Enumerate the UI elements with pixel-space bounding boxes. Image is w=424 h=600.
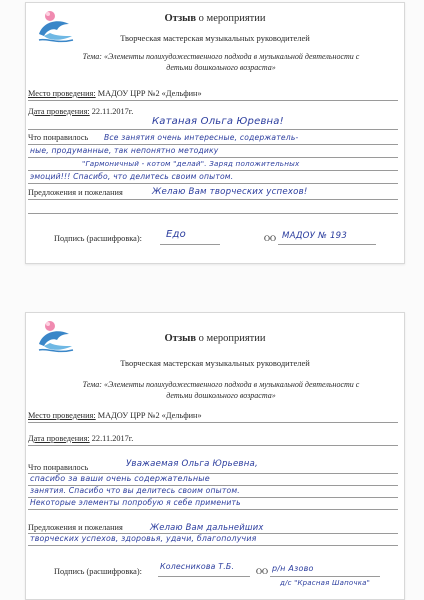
wishes-label: Предложения и пожелания — [28, 523, 123, 532]
org-label: ОО — [264, 234, 276, 243]
wishes-handwriting: Желаю Вам творческих успехов! — [152, 187, 308, 197]
signature-handwriting: Колесникова Т.Б. — [160, 562, 235, 571]
date-field: Дата проведения: 22.11.2017г. — [28, 434, 134, 443]
org-label: ОО — [256, 567, 268, 576]
liked-label: Что понравилось — [28, 133, 89, 142]
liked-handwriting-line-2: спасибо за ваши очень содержательные — [30, 474, 210, 483]
date-field: Дата проведения: 22.11.2017г. — [28, 107, 134, 116]
form-subtitle: Творческая мастерская музыкальных руководителей — [120, 358, 310, 368]
addressee-handwriting: Катаная Ольга Юревна! — [152, 116, 284, 127]
signature-label: Подпись (расшифровка): — [54, 234, 142, 243]
wishes-handwriting-line-1: Желаю Вам дальнейших — [150, 522, 264, 532]
form-title: Отзыв о мероприятии — [164, 333, 266, 344]
org-handwriting: р/н Азово — [272, 564, 314, 573]
signature-handwriting: Едо — [166, 229, 186, 240]
rule — [160, 244, 220, 245]
org-handwriting-line-2: д/с "Красная Шапочка" — [280, 579, 371, 587]
place-field: Место проведения: МАДОУ ЦРР №2 «Дельфин» — [28, 411, 202, 420]
liked-handwriting-line-2: ные, продуманные, так непонятно методику — [30, 146, 219, 155]
rule — [278, 244, 376, 245]
rule — [28, 129, 398, 130]
org-handwriting: МАДОУ № 193 — [282, 231, 348, 241]
rule — [28, 545, 398, 546]
rule — [28, 199, 398, 200]
rule — [28, 100, 398, 101]
rule — [28, 183, 398, 184]
rule — [270, 576, 380, 577]
signature-label: Подпись (расшифровка): — [54, 567, 142, 576]
wishes-handwriting-line-2: творческих успехов, здоровья, удачи, благополучия — [30, 534, 257, 543]
rule — [28, 422, 398, 423]
rule — [28, 509, 398, 510]
liked-handwriting-line-4: Некоторые элементы попробую я себе применить — [30, 498, 241, 507]
rule — [28, 170, 398, 171]
liked-handwriting-line-4: эмоций!!! Спасибо, что делитесь своим опытом. — [30, 172, 234, 181]
place-field: Место проведения: МАДОУ ЦРР №2 «Дельфин» — [28, 89, 202, 98]
liked-handwriting-line-1: Уважаемая Ольга Юрьевна, — [126, 459, 258, 469]
feedback-form-1 — [25, 2, 405, 264]
liked-handwriting-line-3: занятия. Спасибо что вы делитесь своим опытом. — [30, 486, 240, 495]
form-theme: Тема: «Элементы полихудожественного подхода в музыкальной деятельности с детьми дошкольного возраста» — [82, 380, 360, 400]
rule — [158, 576, 250, 577]
wishes-label: Предложения и пожелания — [28, 188, 123, 197]
liked-label: Что понравилось — [28, 463, 89, 472]
rule — [28, 157, 398, 158]
rule — [28, 445, 398, 446]
feedback-form-2 — [25, 312, 405, 600]
liked-handwriting-line-3: "Гармоничный - котом "делай". Заряд положительных — [82, 159, 300, 168]
form-theme: Тема: «Элементы полихудожественного подхода в музыкальной деятельности с детьми дошкольного возраста» — [82, 52, 360, 72]
form-subtitle: Творческая мастерская музыкальных руководителей — [120, 33, 310, 43]
liked-handwriting-line-1: Все занятия очень интересные, содержатель- — [104, 133, 299, 142]
rule — [28, 213, 398, 214]
form-title: Отзыв о мероприятии — [164, 13, 266, 24]
rule — [28, 144, 398, 145]
